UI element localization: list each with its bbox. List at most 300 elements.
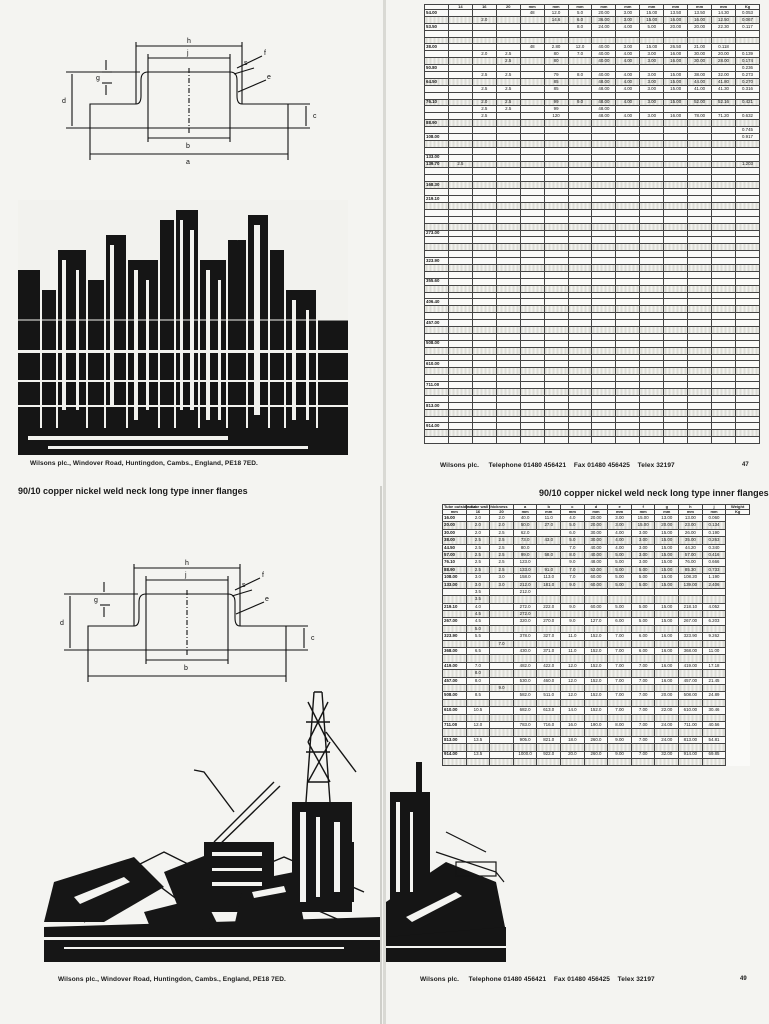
table-row: [425, 409, 760, 416]
table-cell: [425, 216, 449, 223]
table-cell: 219.10: [425, 196, 449, 203]
table-cell: [664, 430, 688, 437]
table-cell: [688, 140, 712, 147]
table-cell: 48.00: [592, 78, 616, 85]
table-cell: [496, 368, 520, 375]
table-cell: [712, 92, 736, 99]
table-cell: [544, 285, 568, 292]
table-cell: [520, 37, 544, 44]
table-cell: 32.00: [712, 72, 736, 79]
table-header-cell: h: [679, 505, 703, 510]
table-cell: [608, 699, 632, 706]
table-cell: [448, 320, 472, 327]
table-cell: 2.5: [496, 51, 520, 58]
table-cell: 5.5: [466, 633, 490, 640]
table-cell: [655, 714, 679, 721]
table-row: [425, 361, 760, 368]
table-cell: 7.00: [631, 707, 655, 714]
table-cell: 4.0: [561, 515, 585, 522]
table-cell: [472, 271, 496, 278]
table-row: [425, 134, 760, 141]
table-cell: 44.00: [688, 78, 712, 85]
table-cell: [702, 655, 726, 662]
table-cell: [472, 278, 496, 285]
table-row: [425, 237, 760, 244]
table-cell: [616, 237, 640, 244]
table-cell: [490, 736, 514, 743]
table-cell: [616, 416, 640, 423]
table-cell: [513, 625, 537, 632]
table-cell: [688, 375, 712, 382]
dim-label-c-2: c: [311, 635, 315, 642]
table-cell: 139.70: [425, 161, 449, 168]
table-cell: [520, 134, 544, 141]
top-right-page: [386, 0, 768, 480]
table-cell: 2.0: [466, 522, 490, 529]
table-cell: [496, 264, 520, 271]
table-cell: 17.18: [702, 662, 726, 669]
table-cell: 36.00: [592, 16, 616, 23]
table-cell: [544, 189, 568, 196]
table-cell: 219.10: [443, 603, 467, 610]
table-cell: 9.0: [568, 99, 592, 106]
table-cell: [425, 347, 449, 354]
table-cell: 2.0: [490, 522, 514, 529]
table-cell: [472, 10, 496, 17]
table-cell: [520, 244, 544, 251]
table-cell: 0.270: [735, 78, 759, 85]
table-cell: 323.90: [679, 633, 703, 640]
table-cell: [592, 368, 616, 375]
table-cell: [631, 655, 655, 662]
table-cell: [466, 758, 490, 765]
table-cell: [448, 58, 472, 65]
table-cell: [568, 230, 592, 237]
table-row: [425, 271, 760, 278]
table-row: [425, 44, 760, 51]
table-cell: [616, 37, 640, 44]
table-cell: [448, 258, 472, 265]
table-cell: [688, 437, 712, 444]
table-header-cell: mm: [584, 510, 608, 515]
table-cell: [712, 230, 736, 237]
table-cell: 5.0: [561, 537, 585, 544]
table-cell: [592, 395, 616, 402]
table-cell: [568, 120, 592, 127]
table-cell: [640, 147, 664, 154]
table-cell: [472, 216, 496, 223]
table-cell: [616, 182, 640, 189]
table-cell: 582.0: [513, 692, 537, 699]
table-cell: 133.0: [513, 566, 537, 573]
footer-address-top: Wilsons plc., Windover Road, Huntingdon, Cambs., England, PE18 7ED.: [30, 460, 258, 467]
table-cell: [712, 154, 736, 161]
table-cell: [520, 230, 544, 237]
table-cell: [448, 354, 472, 361]
table-row: [425, 368, 760, 375]
table-cell: [568, 382, 592, 389]
table-cell: [616, 402, 640, 409]
table-cell: 0.917: [735, 134, 759, 141]
table-cell: 152.0: [584, 677, 608, 684]
table-cell: 3.0: [490, 574, 514, 581]
table-row: [425, 320, 760, 327]
table-cell: [584, 729, 608, 736]
table-cell: 13.50: [688, 10, 712, 17]
table-cell: 2.5: [472, 113, 496, 120]
table-cell: 69.85: [702, 751, 726, 758]
table-cell: [472, 189, 496, 196]
table-row: [443, 751, 750, 758]
top-left-page: [0, 0, 383, 480]
table-cell: [640, 423, 664, 430]
table-cell: [425, 30, 449, 37]
table-cell: 48: [520, 44, 544, 51]
table-cell: [608, 640, 632, 647]
table-cell: [735, 175, 759, 182]
table-cell: 71.20: [712, 113, 736, 120]
table-cell: 15.00: [664, 78, 688, 85]
table-header-cell: g: [655, 505, 679, 510]
table-cell: [608, 758, 632, 765]
table-cell: [448, 223, 472, 230]
table-cell: [448, 230, 472, 237]
table-cell: [448, 120, 472, 127]
table-cell: 152.0: [584, 692, 608, 699]
table-cell: [735, 230, 759, 237]
table-cell: [537, 611, 561, 618]
table-cell: [688, 292, 712, 299]
table-cell: [568, 375, 592, 382]
table-cell: 152.0: [584, 707, 608, 714]
table-cell: 5.00: [631, 574, 655, 581]
table-cell: [568, 147, 592, 154]
table-cell: [616, 223, 640, 230]
table-cell: 7.00: [631, 721, 655, 728]
table-cell: [664, 244, 688, 251]
table-cell: [496, 340, 520, 347]
table-cell: 16.00: [655, 677, 679, 684]
table-cell: [472, 423, 496, 430]
table-cell: [664, 368, 688, 375]
table-cell: 58.0: [537, 551, 561, 558]
table-cell: [425, 333, 449, 340]
table-cell: [472, 209, 496, 216]
table-cell: [466, 714, 490, 721]
table-cell: [425, 209, 449, 216]
table-cell: [466, 699, 490, 706]
table-cell: [688, 368, 712, 375]
dim-label-e: e: [267, 74, 271, 81]
table-cell: [616, 395, 640, 402]
table-cell: [664, 354, 688, 361]
table-cell: 13.5: [466, 736, 490, 743]
table-cell: [584, 625, 608, 632]
table-cell: [520, 333, 544, 340]
table-cell: [513, 640, 537, 647]
table-cell: 0.060: [702, 515, 726, 522]
table-cell: 7.0: [561, 544, 585, 551]
table-cell: [712, 140, 736, 147]
table-cell: [640, 306, 664, 313]
table-cell: [425, 375, 449, 382]
table-cell: [712, 175, 736, 182]
table-cell: [472, 347, 496, 354]
table-cell: 327.0: [537, 633, 561, 640]
table-cell: 1.203: [735, 161, 759, 168]
table-cell: [425, 85, 449, 92]
table-row: [443, 707, 750, 714]
table-cell: 15.00: [640, 16, 664, 23]
table-cell: 922.0: [537, 751, 561, 758]
table-cell: 3.00: [640, 72, 664, 79]
table-cell: [688, 147, 712, 154]
table-cell: 20.00: [584, 522, 608, 529]
table-cell: [702, 684, 726, 691]
table-cell: [544, 216, 568, 223]
table-cell: [496, 78, 520, 85]
table-cell: 323.90: [425, 258, 449, 265]
table-cell: [496, 196, 520, 203]
table-cell: [688, 388, 712, 395]
table-cell: [490, 603, 514, 610]
table-cell: [679, 640, 703, 647]
table-cell: [425, 223, 449, 230]
table-row: [425, 23, 760, 30]
table-row: [425, 202, 760, 209]
flange-diagram-top: [48, 30, 338, 175]
table-cell: 80: [544, 51, 568, 58]
table-cell: [568, 223, 592, 230]
table-cell: [664, 409, 688, 416]
table-cell: [655, 596, 679, 603]
table-cell: [520, 147, 544, 154]
table-cell: 8.0: [568, 23, 592, 30]
table-cell: [520, 202, 544, 209]
table-cell: 20.00: [592, 10, 616, 17]
table-cell: 27.0: [537, 522, 561, 529]
table-cell: 260.0: [584, 751, 608, 758]
table-cell: 48.00: [592, 106, 616, 113]
table-cell: 0.117: [735, 23, 759, 30]
table-cell: [616, 306, 640, 313]
table-cell: 4.00: [608, 537, 632, 544]
table-cell: [520, 99, 544, 106]
table-cell: [616, 202, 640, 209]
table-cell: 48.00: [592, 99, 616, 106]
table-cell: [712, 333, 736, 340]
table-cell: 16.00: [443, 515, 467, 522]
table-cell: [472, 44, 496, 51]
table-row: [425, 333, 760, 340]
table-cell: [712, 430, 736, 437]
table-cell: [640, 285, 664, 292]
table-cell: [561, 640, 585, 647]
table-cell: [640, 161, 664, 168]
table-cell: [616, 409, 640, 416]
table-cell: [520, 209, 544, 216]
table-cell: [496, 202, 520, 209]
table-cell: 2.0: [472, 51, 496, 58]
table-cell: [472, 258, 496, 265]
table-cell: 613.0: [537, 707, 561, 714]
table-cell: [735, 340, 759, 347]
table-cell: 14.6: [544, 16, 568, 23]
table-cell: [537, 640, 561, 647]
table-cell: [688, 264, 712, 271]
table-cell: [568, 209, 592, 216]
table-cell: [640, 106, 664, 113]
table-cell: [520, 347, 544, 354]
table-cell: [688, 306, 712, 313]
table-cell: [496, 375, 520, 382]
table-cell: [544, 237, 568, 244]
table-cell: [735, 244, 759, 251]
table-cell: [631, 625, 655, 632]
table-cell: [568, 437, 592, 444]
footer-telephone-2: Telephone 01480 456421: [468, 976, 547, 983]
table-cell: [640, 30, 664, 37]
table-row: [425, 65, 760, 72]
table-header-cell: mm: [702, 510, 726, 515]
table-cell: [640, 278, 664, 285]
table-cell: 12.0: [466, 721, 490, 728]
table-cell: 41.30: [712, 85, 736, 92]
table-cell: [496, 134, 520, 141]
table-cell: 12.0: [561, 677, 585, 684]
table-row: [425, 423, 760, 430]
table-cell: [537, 529, 561, 536]
table-cell: [496, 216, 520, 223]
table-cell: [664, 278, 688, 285]
offshore-rig-illustration: [44, 682, 380, 962]
table-cell: [537, 744, 561, 751]
table-cell: [616, 437, 640, 444]
table-cell: [568, 196, 592, 203]
table-cell: [584, 714, 608, 721]
table-cell: [544, 264, 568, 271]
table-cell: [592, 264, 616, 271]
table-cell: [425, 175, 449, 182]
table-cell: 5.0: [466, 625, 490, 632]
table-cell: [561, 699, 585, 706]
table-cell: [568, 430, 592, 437]
table-cell: 5.00: [608, 566, 632, 573]
table-cell: 24.00: [592, 23, 616, 30]
table-cell: [520, 106, 544, 113]
table-cell: [448, 147, 472, 154]
table-cell: [544, 147, 568, 154]
table-cell: [664, 347, 688, 354]
table-cell: 4.00: [616, 51, 640, 58]
table-cell: [448, 244, 472, 251]
table-cell: 0.118: [712, 44, 736, 51]
table-cell: [448, 134, 472, 141]
table-cell: 6.203: [702, 618, 726, 625]
table-cell: 2.5: [496, 106, 520, 113]
table-cell: [568, 423, 592, 430]
table-cell: [735, 368, 759, 375]
table-cell: [568, 244, 592, 251]
table-cell: 60.00: [584, 574, 608, 581]
table-cell: [544, 409, 568, 416]
table-cell: 44.20: [679, 544, 703, 551]
table-cell: [544, 37, 568, 44]
footer-telex: Telex 32197: [637, 462, 675, 469]
table-cell: 50.0: [513, 522, 537, 529]
table-row: [425, 251, 760, 258]
table-cell: [520, 264, 544, 271]
table-cell: 3.00: [631, 537, 655, 544]
table-header-cell: mm: [655, 510, 679, 515]
table-cell: 40.00: [584, 544, 608, 551]
table-cell: 368.00: [443, 648, 467, 655]
table-cell: [537, 684, 561, 691]
table-cell: [640, 209, 664, 216]
table-cell: [520, 340, 544, 347]
table-row: [425, 154, 760, 161]
table-cell: [592, 37, 616, 44]
table-cell: 133.00: [425, 154, 449, 161]
table-cell: 3.00: [640, 78, 664, 85]
dim-label-s: s: [244, 60, 248, 67]
table-cell: 11.0: [561, 648, 585, 655]
table-cell: [568, 58, 592, 65]
table-cell: 26.50: [664, 44, 688, 51]
table-cell: 6.00: [631, 633, 655, 640]
table-cell: 88.90: [425, 120, 449, 127]
table-cell: 419.00: [443, 662, 467, 669]
table-cell: 24.00: [655, 736, 679, 743]
table-cell: 2.5: [490, 566, 514, 573]
table-cell: [520, 306, 544, 313]
table-cell: [712, 423, 736, 430]
table-cell: [472, 92, 496, 99]
table-cell: 43.0: [537, 537, 561, 544]
table-cell: 406.40: [425, 299, 449, 306]
table-cell: [425, 37, 449, 44]
table-cell: [640, 313, 664, 320]
table-cell: [496, 120, 520, 127]
table-cell: [448, 416, 472, 423]
table-cell: [561, 588, 585, 595]
table-cell: [561, 611, 585, 618]
table-cell: 18.0: [561, 736, 585, 743]
table-cell: [735, 209, 759, 216]
table-header-cell: b: [537, 505, 561, 510]
table-cell: 2.5: [472, 72, 496, 79]
table-cell: [655, 640, 679, 647]
table-cell: 123.0: [513, 559, 537, 566]
table-cell: [640, 216, 664, 223]
table-cell: [448, 368, 472, 375]
table-cell: [664, 147, 688, 154]
table-cell: [443, 640, 467, 647]
table-cell: [631, 699, 655, 706]
table-cell: [592, 258, 616, 265]
table-cell: 2.5: [490, 529, 514, 536]
table-cell: [655, 588, 679, 595]
table-cell: [448, 196, 472, 203]
table-cell: [592, 120, 616, 127]
table-cell: [679, 611, 703, 618]
table-cell: 15.00: [664, 72, 688, 79]
footer-contact-bottom: [420, 976, 655, 983]
table-cell: [664, 264, 688, 271]
table-cell: [520, 395, 544, 402]
table-cell: 12.0: [568, 44, 592, 51]
table-cell: [688, 168, 712, 175]
